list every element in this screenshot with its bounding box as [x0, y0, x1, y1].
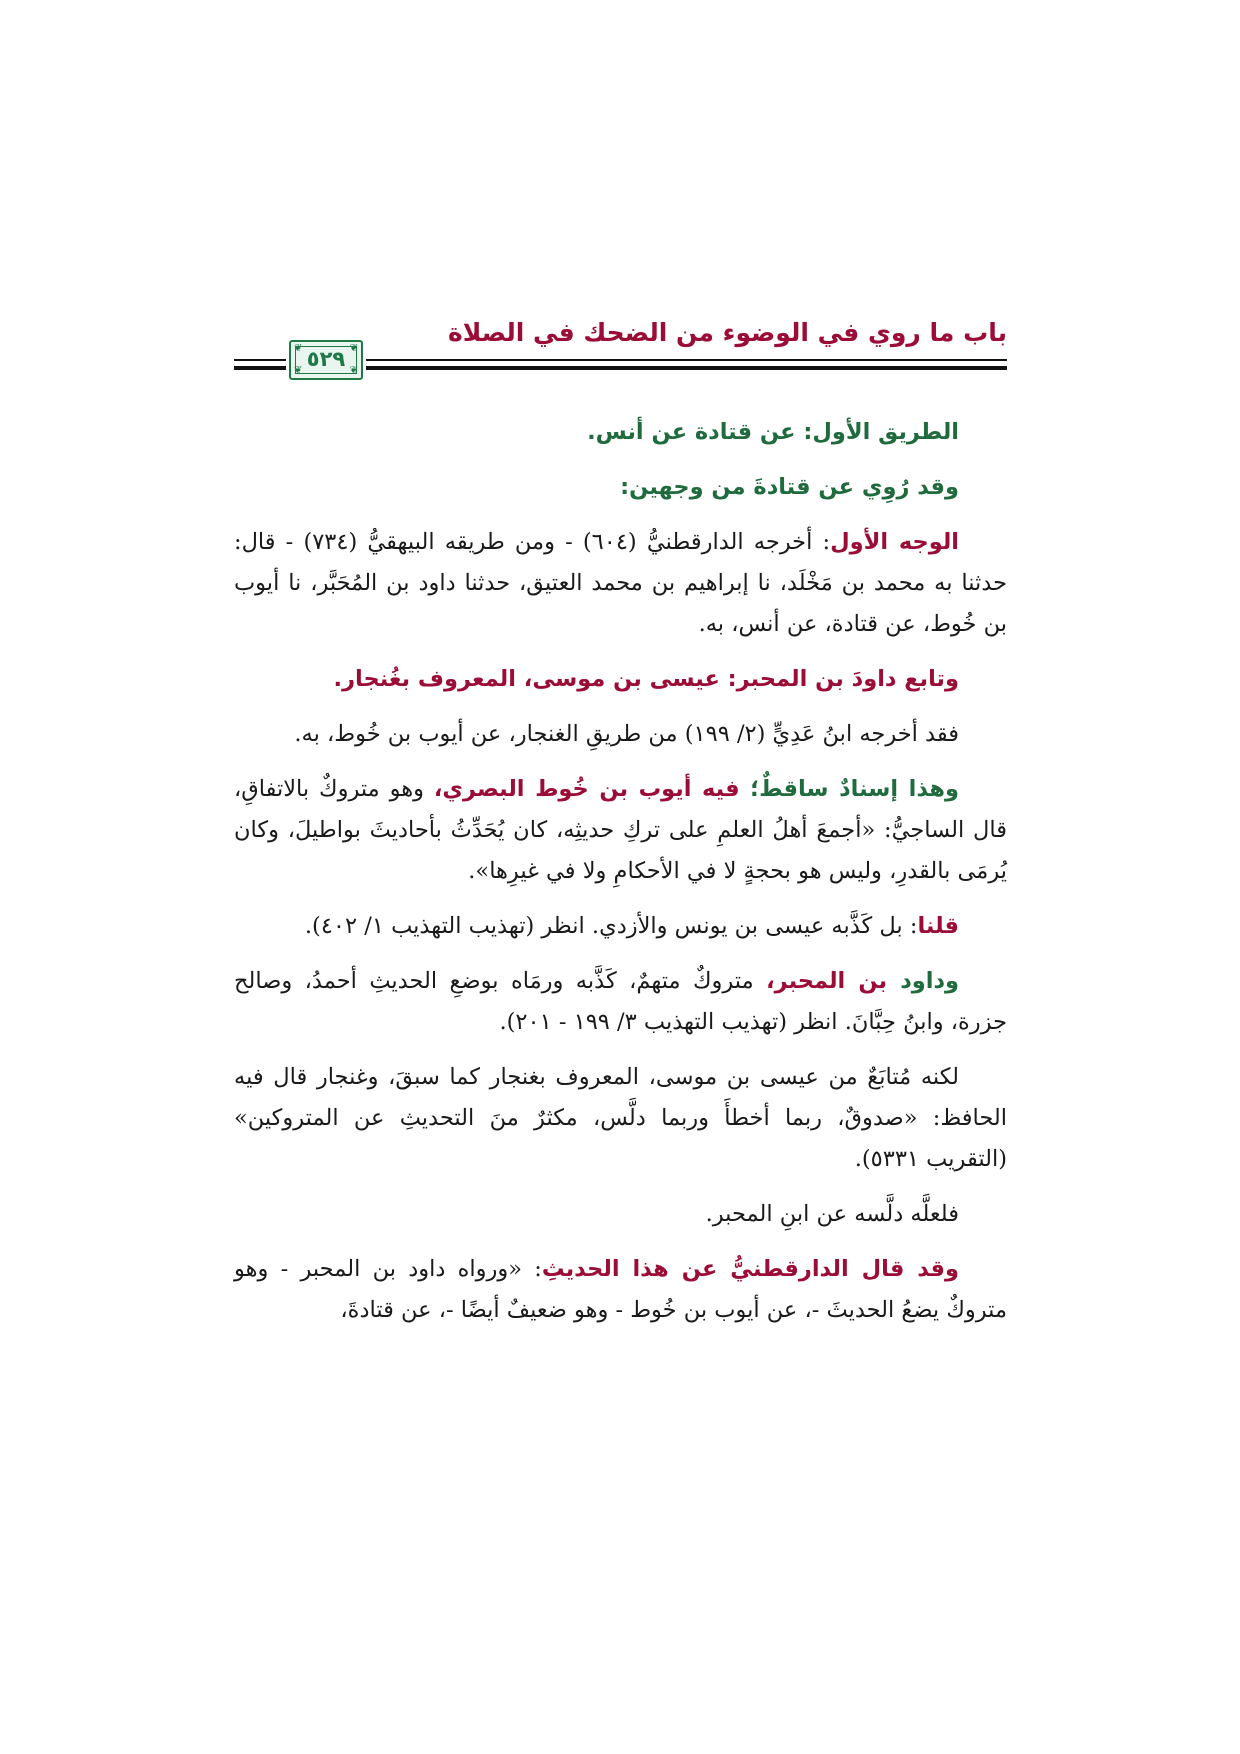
section-heading-text: : عن قتادة عن أنس.	[587, 419, 813, 445]
paragraph-text: : بل كَذَّبه عيسى بن يونس والأزدي. انظر (تهذيب التهذيب ١/ ٤٠٢).	[304, 913, 918, 939]
ornament-icon: ❦	[349, 343, 358, 354]
page-number: ٥٢٩	[306, 347, 346, 371]
inline-label: وهذا إسنادٌ ساقطٌ؛	[750, 776, 959, 802]
paragraph	[234, 714, 1007, 755]
inline-label: الوجه الأول	[830, 529, 959, 555]
section-subheading: وقد رُوِي عن قتادةَ من وجهين:	[620, 474, 959, 500]
paragraph-text: فقد أخرجه ابنُ عَدِيٍّ (٢/ ١٩٩) من طريقِ الغنجار، عن أيوب بن خُوط، به.	[294, 721, 959, 747]
paragraph-text: : أخرجه الدارقطنيُّ (٦٠٤) - ومن طريقه البيهقيُّ (٧٣٤) - قال: حدثنا به محمد بن مَخْلَد، نا إبراهيم بن محمد العتيق، حدثنا داود بن المُحَبَّر، نا أيوب بن خُوط، عن قتادة، عن أنس، به.	[234, 529, 1007, 637]
paragraph	[234, 1194, 1007, 1235]
paragraph	[234, 412, 1007, 453]
header-rule-left-top	[234, 359, 286, 361]
header-rule-left-bottom	[234, 366, 286, 370]
inline-label: بن المحبر،	[766, 968, 901, 994]
paragraph	[234, 659, 1007, 700]
paragraph-text: فلعلَّه دلَّسه عن ابنِ المحبر.	[705, 1201, 959, 1227]
ornament-icon: ❦	[294, 343, 303, 354]
inline-label: قلنا	[917, 913, 959, 939]
page-body	[234, 412, 1007, 1345]
paragraph	[234, 1249, 1007, 1331]
page-number-badge	[289, 340, 363, 380]
paragraph	[234, 906, 1007, 947]
inline-heading: وتابع داودَ بن المحبر: عيسى بن موسى، المعروف بغُنجار.	[333, 666, 959, 692]
paragraph	[234, 769, 1007, 892]
paragraph	[234, 961, 1007, 1043]
paragraph-text: : «ورواه داود بن المحبر - وهو متروكٌ يضعُ الحديثَ -، عن أيوب بن خُوط - وهو ضعيفٌ أيضًا -، عن قتادةَ،	[234, 1256, 1007, 1323]
header-rule-right-top	[366, 359, 1007, 361]
paragraph	[234, 1057, 1007, 1180]
header-rule-right-bottom	[366, 366, 1007, 370]
paragraph	[234, 522, 1007, 645]
inline-label: وقد قال الدارقطنيُّ عن هذا الحديثِ	[541, 1256, 959, 1282]
paragraph-text: وهو متروكٌ بالاتفاقِ، قال الساجيُّ: «أجمعَ أهلُ العلمِ على تركِ حديثِه، كان يُحَدِّثُ بأحاديثَ بواطيلَ، وكان يُرمَى بالقدرِ، وليس هو بحجةٍ لا في الأحكامِ ولا في غيرِها».	[234, 776, 1007, 884]
paragraph	[234, 467, 1007, 508]
inline-label: فيه أيوب بن خُوط البصري،	[433, 776, 751, 802]
ornament-icon: ❦	[294, 365, 303, 376]
section-heading: الطريق الأول	[812, 419, 959, 445]
paragraph-text: لكنه مُتابَعٌ من عيسى بن موسى، المعروف بغنجار كما سبقَ، وغنجار قال فيه الحافظ: «صدوقٌ، ربما أخطأَ وربما دلَّس، مكثرٌ منَ التحديثِ عن المتروكين» (التقريب ٥٣٣١).	[234, 1064, 1007, 1172]
chapter-title: باب ما روي في الوضوء من الضحك في الصلاة	[448, 318, 1007, 347]
inline-label: وداود	[900, 968, 959, 994]
ornament-icon: ❦	[349, 365, 358, 376]
paragraph-text: متروكٌ متهمٌ، كَذَّبه ورمَاه بوضعِ الحديثِ أحمدُ، وصالح جزرة، وابنُ حِبَّانَ. انظر (تهذيب التهذيب ٣/ ١٩٩ - ٢٠١).	[234, 968, 1007, 1035]
